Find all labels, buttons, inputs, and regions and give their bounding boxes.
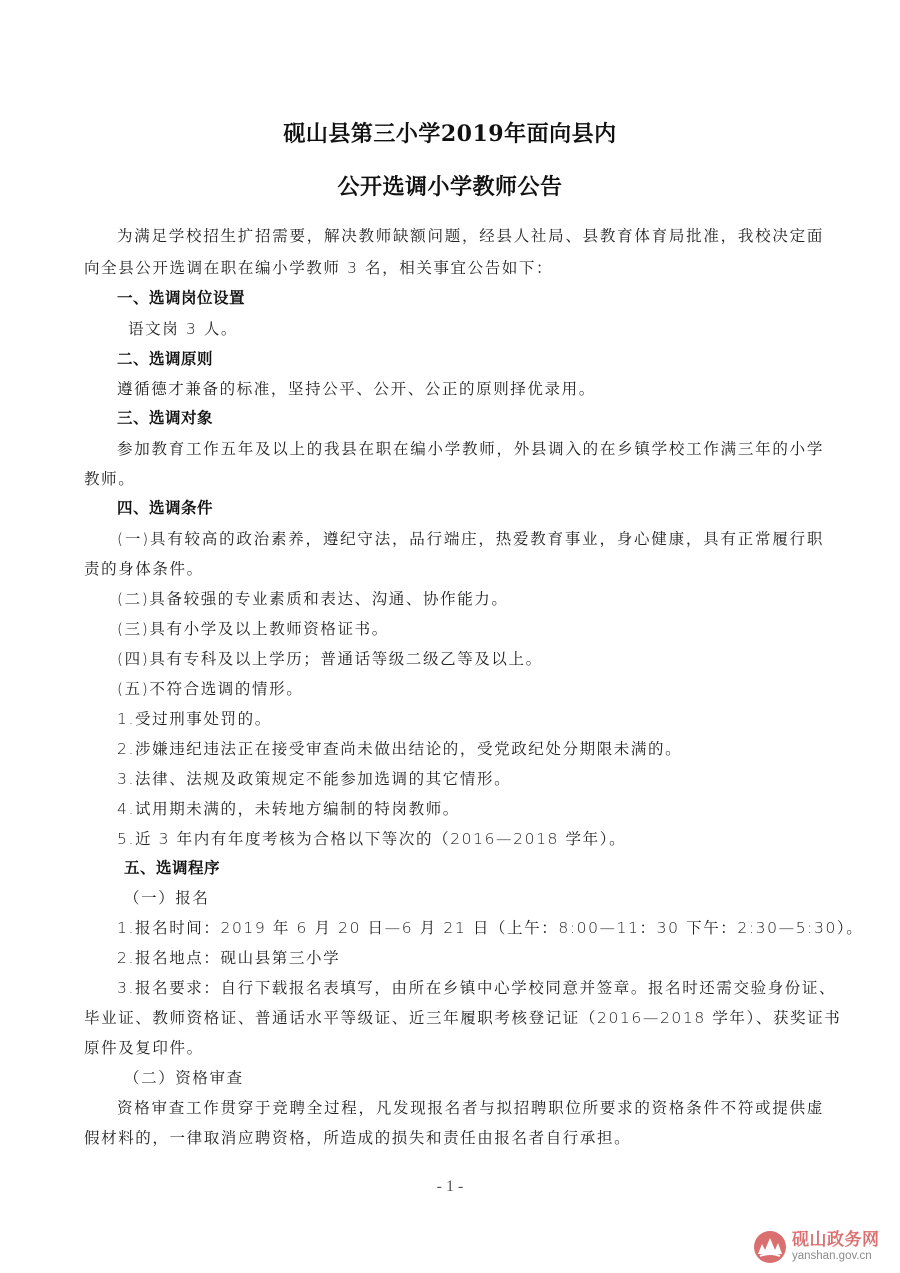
section-heading-principles: 二、选调原则 xyxy=(117,350,214,368)
exclusion-item: 3.法律、法规及政策规定不能参加选调的其它情形。 xyxy=(117,770,512,788)
watermark-site-name: 砚山政务网 xyxy=(792,1229,880,1250)
document-title-line-2: 公开选调小学教师公告 xyxy=(337,174,563,200)
registration-item: 3.报名要求：自行下载报名表填写，由所在乡镇中心学校同意并签章。报名时还需交验身份证、 xyxy=(117,979,837,997)
section-heading-positions: 一、选调岗位设置 xyxy=(117,289,246,307)
subsection-heading-registration: （一）报名 xyxy=(124,889,210,907)
section-text: 遵循德才兼备的标准，坚持公平、公开、公正的原则择优录用。 xyxy=(117,380,596,398)
section-heading-targets: 三、选调对象 xyxy=(117,409,214,427)
condition-item: (五)不符合选调的情形。 xyxy=(117,680,304,698)
section-text: 语文岗 3 人。 xyxy=(128,320,239,338)
registration-item: 1.报名时间：2019 年 6 月 20 日—6 月 21 日（上午：8:00—11：30 下午：2:30—5:30）。 xyxy=(117,919,864,937)
intro-line-2: 向全县公开选调在职在编小学教师 3 名，相关事宜公告如下： xyxy=(84,259,554,277)
qualification-review-text: 资格审查工作贯穿于竞聘全过程，凡发现报名者与拟招聘职位所要求的资格条件不符或提供虚 xyxy=(117,1099,824,1117)
document-title-line-1: 砚山县第三小学2019年面向县内 xyxy=(283,121,617,147)
section-text: 教师。 xyxy=(84,470,136,488)
registration-item: 2.报名地点：砚山县第三小学 xyxy=(117,949,341,967)
intro-line-1: 为满足学校招生扩招需要，解决教师缺额问题，经县人社局、县教育体育局批准，我校决定面 xyxy=(117,227,824,245)
condition-item: (三)具有小学及以上教师资格证书。 xyxy=(117,620,389,638)
qualification-review-text: 假材料的，一律取消应聘资格，所造成的损失和责任由报名者自行承担。 xyxy=(84,1129,632,1147)
section-heading-procedure: 五、选调程序 xyxy=(124,859,221,877)
condition-item: 责的身体条件。 xyxy=(84,560,204,578)
subsection-heading-qualification-review: （二）资格审查 xyxy=(124,1069,244,1087)
site-watermark xyxy=(752,1222,900,1272)
condition-item: (二)具备较强的专业素质和表达、沟通、协作能力。 xyxy=(117,590,509,608)
exclusion-item: 4.试用期未满的，未转地方编制的特岗教师。 xyxy=(117,800,460,818)
page-number: - 1 - xyxy=(436,1178,464,1195)
registration-item: 原件及复印件。 xyxy=(84,1039,204,1057)
condition-item: (四)具有专科及以上学历；普通话等级二级乙等及以上。 xyxy=(117,650,543,668)
yanshan-mountain-logo-icon xyxy=(752,1230,788,1264)
section-heading-conditions: 四、选调条件 xyxy=(117,499,214,517)
condition-item: (一)具有较高的政治素养，遵纪守法，品行端庄，热爱教育事业，身心健康，具有正常履行职 xyxy=(117,530,824,548)
exclusion-item: 2.涉嫌违纪违法正在接受审查尚未做出结论的，受党政纪处分期限未满的。 xyxy=(117,740,683,758)
registration-item: 毕业证、教师资格证、普通话水平等级证、近三年履职考核登记证（2016—2018 学年）、获奖证书 xyxy=(84,1009,842,1027)
exclusion-item: 5.近 3 年内有年度考核为合格以下等次的（2016—2018 学年）。 xyxy=(117,830,627,848)
exclusion-item: 1.受过刑事处罚的。 xyxy=(117,710,272,728)
watermark-domain: yanshan.gov.cn xyxy=(792,1249,872,1262)
section-text: 参加教育工作五年及以上的我县在职在编小学教师，外县调入的在乡镇学校工作满三年的小学 xyxy=(117,440,824,458)
